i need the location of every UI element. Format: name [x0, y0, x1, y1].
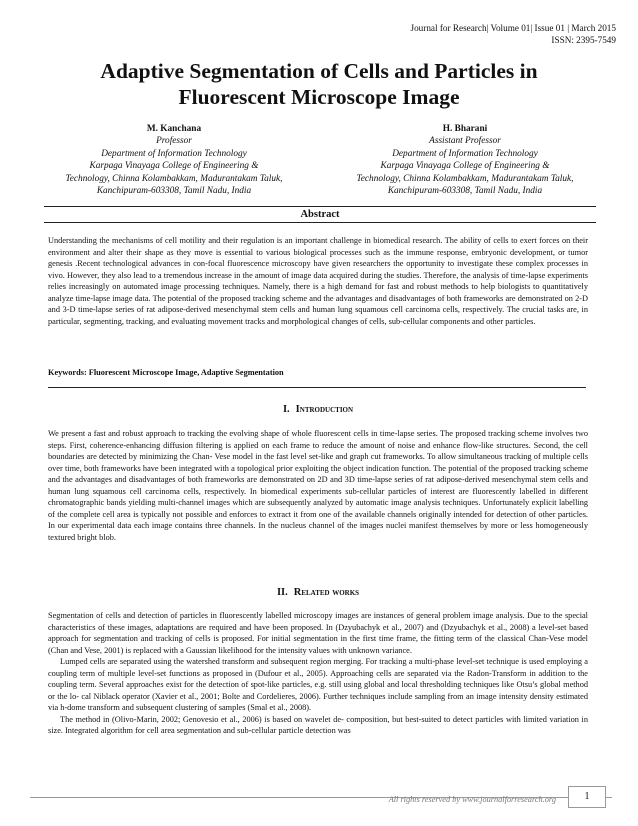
abstract-text: Understanding the mechanisms of cell motility and their regulation is an important challenge in biomedical research. The ability of cells to exert forces on their environment and alter their shape as they move is essential to various biological processes such as the immune response, embryonic development, or tumor genesis .Recent technological advances in con-focal fluorescence microscopy have given researchers the opportunity to investigate these complex processes in vivo. However, they also lead to a tremendous increase in the amount of image data acquired during the studies. Therefore, the analysis of time-lapse experiments relies increasingly on automated image processing techniques. Namely, there is a high demand for fast and robust methods to help biologists to quantitatively analyze time-lapse image data. The potential of the proposed tracking scheme and the advantages and disadvantages of both frameworks are demonstrated on 2-D and 3-D time-lapse series of rat adipose-derived mesenchymal stem cells and human lung squamous cell carcinoma cells, respectively. The crucial tasks are, in particular, segmenting, tracking, and evaluating movement tracks and morphological changes of cells, sub-cellular components and other particles.: [48, 236, 588, 326]
author-affiliation: Technology, Chinna Kolambakkam, Madurantakam Taluk,: [356, 173, 574, 184]
journal-info: Journal for Research| Volume 01| Issue 01 | March 2015: [410, 23, 616, 33]
issn: ISSN: 2395-7549: [551, 35, 616, 45]
author-affiliation: Karpaga Vinayaga College of Engineering &: [380, 161, 550, 172]
section-heading-introduction: [48, 404, 588, 415]
introduction-body: [48, 428, 588, 543]
section-title: Related works: [293, 587, 360, 598]
author-affiliation: Kanchipuram-603308, Tamil Nadu, India: [96, 186, 252, 197]
author-name: M. Kanchana: [146, 124, 202, 134]
title-line-2: Fluorescent Microscope Image: [178, 85, 460, 109]
keywords: Keywords: Fluorescent Microscope Image, Adaptive Segmentation: [48, 368, 284, 377]
author-dept: Department of Information Technology: [392, 148, 538, 159]
section-number: II.: [276, 587, 288, 598]
author-role: Assistant Professor: [429, 136, 501, 147]
paragraph: We present a fast and robust approach to tracking the evolving shape of whole fluorescent cells in time-lapse series. The proposed tracking scheme involves two steps. First, coherence-enhancing diffusion filtering is applied on each frame to reduce the amount of noise and enhance flow-like structures. Second, the cell boundaries are detected by minimizing the Chan- Vese model in the fast level set-like and graph cut frameworks. To allow simultaneous tracking of multiple cells over time, both frameworks have been integrated with a topological prior exploiting the object indication function. The potential of the proposed tracking scheme and the advantages and disadvantages of both frameworks are demonstrated on 2D and 3D time-lapse series of rat adipose-derived mesenchymal stem cells and human lung squamous cell carcinoma cells, respectively. In biomedical experiments sub-cellular particles of interest are fluorescently labelled in different chromatographic bands yielding multi-channel images which are subsequently analyzed by automatic image analysis techniques. Unfortunately explicit labelling of the complete cell area is typically not possible and enforces to extract it from one of the available channels originally intended for detection of other particles. In our experimental data each image contains three channels. In the nucleus channel of the images nuclei manifest themselves by more or less homogeneously textured bright blob.: [48, 429, 588, 542]
related-works-body: [48, 610, 588, 737]
author-block-1: [44, 123, 304, 197]
paragraph: The method in (Olivo-Marin, 2002; Genovesio et al., 2006) is based on wavelet de- composition, but best-suited to detect particles with limited variation in size. Integrated algorithm for cell area segmentation and sub-cellular particle detection was: [48, 714, 588, 735]
divider: [48, 387, 586, 388]
section-heading-related-works: [48, 587, 588, 598]
paragraph: Lumped cells are separated using the watershed transform and subsequent region merging. For tracking a multi-phase level-set technique is used employing a coupling term of multiple level-set functions as proposed in (Dufour et al., 2005). Approaching cells are separated via the Radon-Transform in addition to the coupling term. Several approaches exist for the detection of spot-like particles, e.g. still using global and local thresholding techniques like Otsu’s global method or the lo- cal Niblack operator (Xavier et al., 2001; Bolte and Cordelieres, 2006). Further techniques include sampling from an image intensity density estimated via h-dome transform and subsequent clustering of samples (Smal et al., 2008).: [48, 657, 588, 712]
section-number: I.: [282, 404, 290, 415]
author-affiliation: Kanchipuram-603308, Tamil Nadu, India: [387, 186, 543, 197]
author-affiliation: Karpaga Vinayaga College of Engineering &: [89, 161, 259, 172]
section-title: Introduction: [295, 404, 354, 415]
footer-copyright: All rights reserved by www.journalforresearch.org: [388, 795, 556, 804]
author-dept: Department of Information Technology: [101, 148, 247, 159]
journal-header: [411, 22, 616, 46]
abstract-heading: Abstract: [44, 206, 596, 223]
author-name: H. Bharani: [442, 124, 488, 134]
author-role: Professor: [156, 136, 192, 147]
paragraph: Segmentation of cells and detection of particles in fluorescently labelled microscopy images are instances of general problem image analysis. Due to the special characteristics of these images, adaptations are required and have been proposed. In (Dzyubachyk et al., 2007) and (Dzyubachyk et al., 2008) a level-set based approach for segmentation and tracking of cells is proposed. For initial segmentation in the first time frame, the fitting term of the classical Chan-Vese model (Chan and Vese, 2001) is replaced with a Gaussian likelihood for the intensity values with unknown variance.: [48, 611, 588, 655]
author-block-2: [334, 123, 596, 197]
paper-title: [40, 58, 598, 110]
page-number: 1: [568, 786, 606, 808]
author-affiliation: Technology, Chinna Kolambakkam, Madurantakam Taluk,: [65, 173, 283, 184]
title-line-1: Adaptive Segmentation of Cells and Particles in: [100, 59, 538, 83]
